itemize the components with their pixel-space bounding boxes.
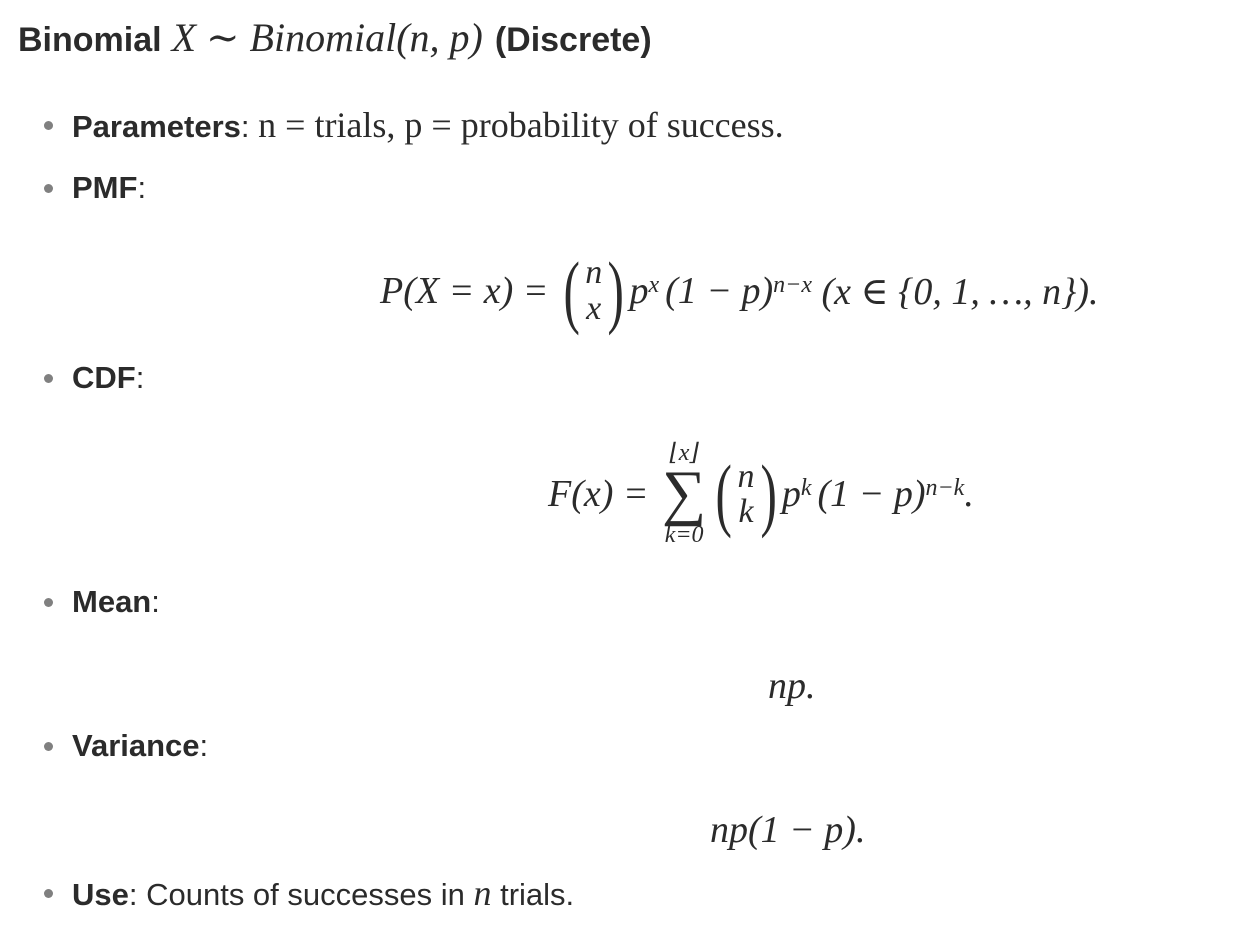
bullet-label: Variance (72, 728, 200, 763)
bullet-use (44, 872, 574, 914)
cdf-binomial: ( n k ) (715, 448, 777, 540)
bullet-text: : Counts of successes in (128, 877, 474, 912)
cdf-mid-exponent: n−k (925, 474, 965, 501)
pmf-lhs: P(X = x) = (380, 270, 558, 312)
section-heading (18, 14, 652, 61)
cdf-mid: (1 − p) (817, 473, 926, 516)
bullet-label: PMF (72, 170, 138, 205)
bullet-text: : (137, 170, 147, 205)
variance-formula (710, 808, 865, 852)
heading-math: X ∼ Binomial(n, p) (171, 15, 483, 60)
cdf-p: p (781, 473, 801, 516)
pmf-mid: (1 − p) (665, 270, 774, 312)
pmf-p-exponent: x (648, 271, 660, 298)
pmf-domain: (x ∈ {0, 1, …, n}). (811, 270, 1099, 313)
pmf-mid-exponent: n−x (773, 271, 812, 298)
bullet-text: : (151, 584, 160, 619)
bullet-text: : (199, 728, 209, 763)
bullet-text: : (240, 109, 259, 144)
heading-suffix: (Discrete) (494, 21, 652, 59)
binom-bottom: k (738, 493, 754, 531)
cdf-formula (548, 440, 974, 549)
bullet-parameters (44, 104, 784, 146)
cdf-end: . (964, 473, 974, 516)
mean-formula (768, 664, 816, 708)
cdf-lhs: F(x) = (548, 473, 659, 516)
bullet-tail: trials. (491, 877, 575, 912)
bullet-label: Parameters (72, 109, 241, 144)
bullet-label: Mean (72, 584, 152, 619)
variance-value: np(1 − p). (710, 809, 866, 851)
heading-prefix: Binomial (18, 21, 162, 59)
sum-lower: k=0 (664, 522, 704, 549)
sum-upper: ⌊x⌋ (669, 440, 699, 466)
bullet-label: Use (72, 877, 129, 912)
cdf-p-exponent: k (800, 474, 812, 501)
sigma-symbol: ∑ (662, 459, 707, 528)
pmf-formula (380, 245, 1099, 336)
bullet-pmf (44, 170, 146, 206)
pmf-binomial: ( n x ) (563, 245, 625, 336)
pmf-p: p (629, 270, 649, 312)
binom-top: n (585, 254, 603, 292)
bullet-label: CDF (72, 360, 136, 395)
bullet-cdf (44, 360, 144, 396)
use-math: n (473, 873, 492, 913)
cdf-summation (662, 440, 706, 549)
parameters-math: n = trials, p = probability of success. (258, 105, 784, 145)
bullet-mean (44, 584, 160, 620)
bullet-text: : (135, 360, 145, 395)
bullet-variance (44, 728, 208, 764)
binom-bottom: x (586, 290, 602, 327)
mean-value: np. (768, 665, 816, 707)
binom-top: n (737, 457, 755, 495)
